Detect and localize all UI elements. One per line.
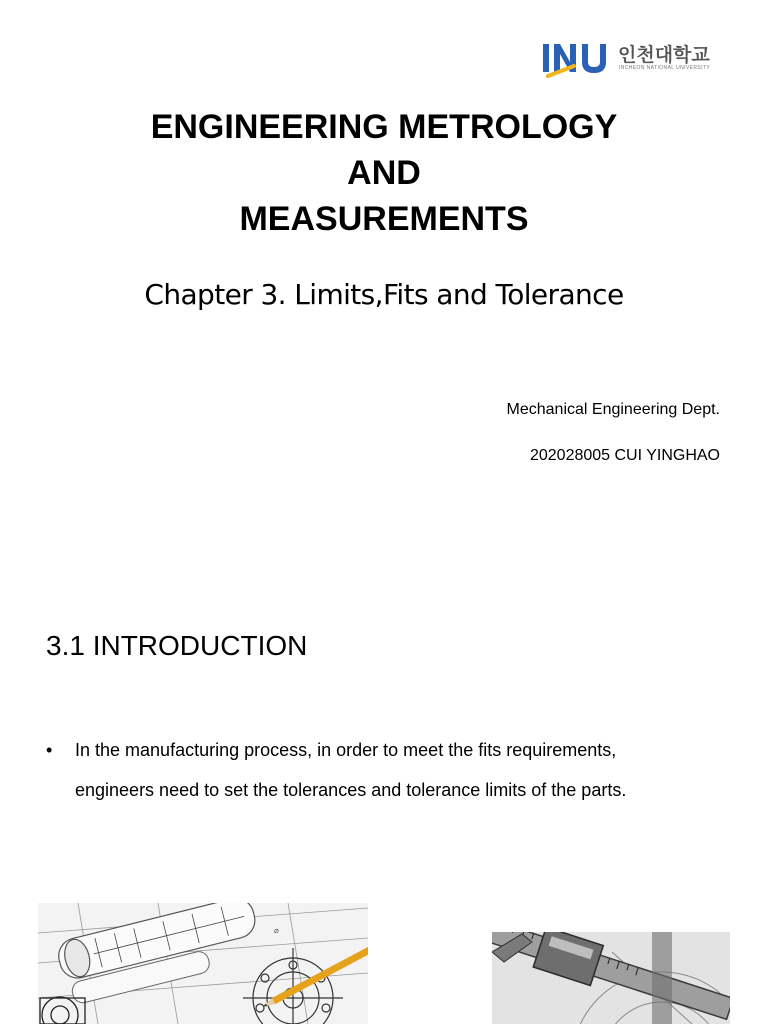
bullet-line-1: In the manufacturing process, in order to meet the fits requirements, [75,740,617,760]
blueprint-illustration [38,903,368,1024]
section-heading: 3.1 INTRODUCTION [46,630,308,661]
author-department: Mechanical Engineering Dept. [506,401,720,418]
bullet-symbol: • [46,740,53,760]
title-line-2: AND [347,154,421,192]
caliper-photo [492,932,730,1024]
inu-logo-mark [540,38,612,78]
chapter-subtitle: Chapter 3. Limits,Fits and Tolerance [144,278,624,311]
slide-title [0,104,768,242]
title-line-3: MEASUREMENTS [239,200,529,238]
logo-korean-name: 인천대학교 [618,44,710,66]
university-logo [540,38,720,80]
svg-text:⌀: ⌀ [274,926,279,935]
bullet-text [75,730,755,810]
logo-english-name: INCHEON NATIONAL UNIVERSITY [619,65,711,71]
author-id-name: 202028005 CUI YINGHAO [529,447,720,464]
bullet-line-2: engineers need to set the tolerances and tolerance limits of the parts. [75,780,627,800]
title-line-1: ENGINEERING METROLOGY [150,108,618,146]
blueprint-photo [38,903,368,1024]
caliper-illustration [492,932,730,1024]
